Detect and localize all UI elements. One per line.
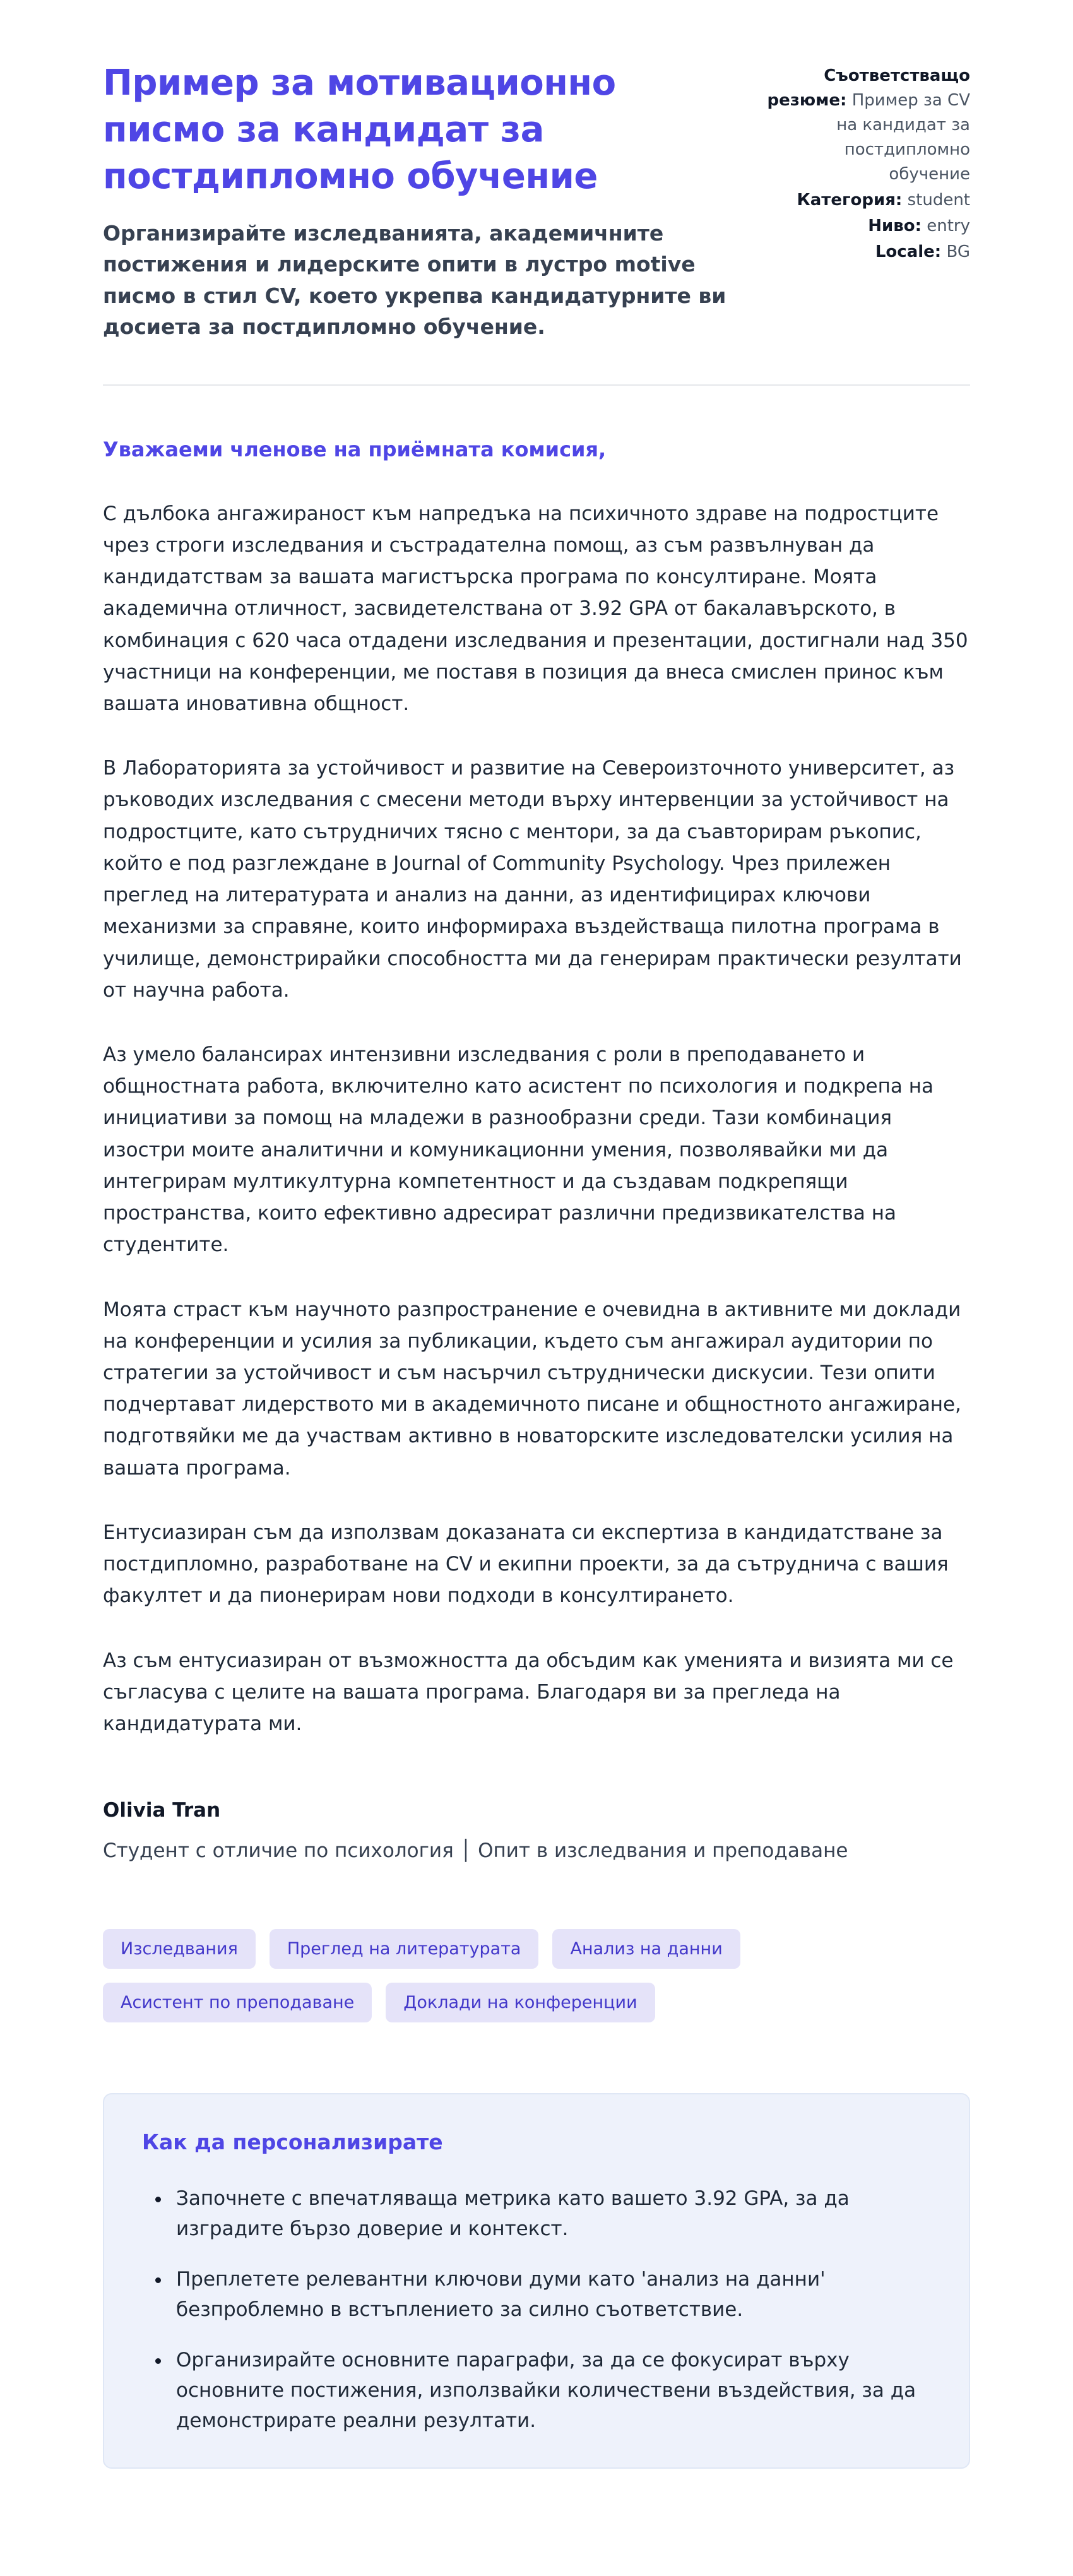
tag-chip: Доклади на конференции	[386, 1983, 655, 2022]
tips-title: Как да персонализирате	[142, 2130, 443, 2155]
tag-chip: Изследвания	[103, 1929, 256, 1969]
letter-greeting: Уважаеми членове на приёмната комисия,	[103, 437, 607, 461]
meta-level	[762, 214, 970, 239]
meta-locale-value: BG	[946, 242, 970, 261]
letter-paragraph: С дълбока ангажираност към напредъка на психичното здраве на подростците чрез строги изследвания и състрадателна помощ, аз съм развълнуван да кандидатствам за вашата магистърска програма по консултиране. Моята академична отличност, засвидетелствана от 3.92 GPA от бакалавърското, в комбинация с 620 часа отдадени изследвания и презентации, достигнали над 350 участници на конференции, ме поставя в позиция да внеса смислен принос към вашата иновативна общност.	[103, 502, 968, 716]
page-container	[103, 0, 970, 2469]
letter-paragraph: Ентусиазиран съм да използвам доказаната си експертиза в кандидатстване за постдипломно, разработване на CV и екипни проекти, за да сътруднича с вашия факултет и да пионерирам нови подходи в консултирането.	[103, 1521, 949, 1608]
tips-item: • Организирайте основните параграфи, за да се фокусират върху основните постижения, използвайки количествени въздействия, за да демонстрирате реални резултати.	[171, 2345, 931, 2436]
tag-list	[103, 1929, 970, 2022]
page-subtitle: Организирайте изследванията, академичните постижения и лидерските опити в лустро motive писмо в стил CV, което укрепва кандидатурните ви досиета за постдипломно обучение.	[103, 220, 726, 340]
meta-locale	[762, 240, 970, 264]
tips-item: • Преплетете релевантни ключови думи като 'анализ на данни' безпроблемно в встъплението за силно съответствие.	[171, 2264, 931, 2325]
meta-category-label: Категория:	[797, 191, 903, 210]
tag-chip: Преглед на литературата	[270, 1929, 539, 1969]
signature-name: Olivia Tran	[103, 1799, 221, 1822]
letter-body	[103, 437, 970, 1862]
letter-paragraph: Моята страст към научното разпространение е очевидна в активните ми доклади на конференции и усилия за публикации, където съм ангажирал аудитории по стратегии за устойчивост и съм насърчил сътруднически дискусии. Тези опити подчертават лидерството ми в академичното писане и общностното ангажиране, подготвяйки ме да участвам активно в новаторските изследователски усилия на вашата програма.	[103, 1298, 961, 1480]
meta-panel	[762, 60, 970, 266]
meta-category-value: student	[907, 191, 970, 210]
meta-category	[762, 188, 970, 213]
meta-level-value: entry	[927, 217, 970, 235]
meta-locale-label: Locale:	[875, 242, 942, 261]
tag-chip: Анализ на данни	[552, 1929, 740, 1969]
header	[103, 60, 970, 343]
meta-resume-value: Пример за CV на кандидат за постдипломно обучение	[836, 91, 970, 184]
meta-resume-label: Съответстващо резюме:	[767, 66, 970, 110]
page-title: Пример за мотивационно писмо за кандидат за постдипломно обучение	[103, 62, 616, 197]
tag-chip: Асистент по преподаване	[103, 1983, 372, 2022]
header-left	[103, 60, 740, 343]
meta-resume	[762, 64, 970, 187]
tips-list	[142, 2183, 931, 2436]
letter-paragraph: В Лабораторията за устойчивост и развитие на Североизточното университет, аз ръководих изследвания с смесени методи върху интервенции за устойчивост на подростците, като сътрудничих тясно с ментори, за да съавторирам ръкопис, който е под разглеждане в Journal of Community Psychology. Чрез прилежен преглед на литературата и анализ на данни, аз идентифицирах ключови механизми за справяне, които информираха въздействаща пилотна програма в училище, демонстрирайки способността ми да генерирам практически резултати от научна работа.	[103, 757, 962, 1002]
letter-paragraph: Аз умело балансирах интензивни изследвания с роли в преподаването и общностната работа, включително като асистент по психология и подкрепа на инициативи за помощ на младежи в разнообразни среди. Тази комбинация изостри моите аналитични и комуникационни умения, позволявайки ми да интегрирам мултикултурна компетентност и да създавам подкрепящи пространства, които ефективно адресират различни предизвикателства на студентите.	[103, 1043, 934, 1257]
header-divider	[103, 384, 970, 386]
signature-block	[103, 1799, 970, 1862]
signature-title: Студент с отличие по психология │ Опит в изследвания и преподаване	[103, 1839, 848, 1863]
letter-paragraph: Аз съм ентусиазиран от възможността да обсъдим как уменията и визията ми се съгласува с целите на вашата програма. Благодаря ви за прегледа на кандидатурата ми.	[103, 1649, 954, 1735]
tips-item: • Започнете с впечатляваща метрика като вашето 3.92 GPA, за да изградите бързо доверие и контекст.	[171, 2183, 931, 2244]
meta-level-label: Ниво:	[868, 217, 922, 235]
